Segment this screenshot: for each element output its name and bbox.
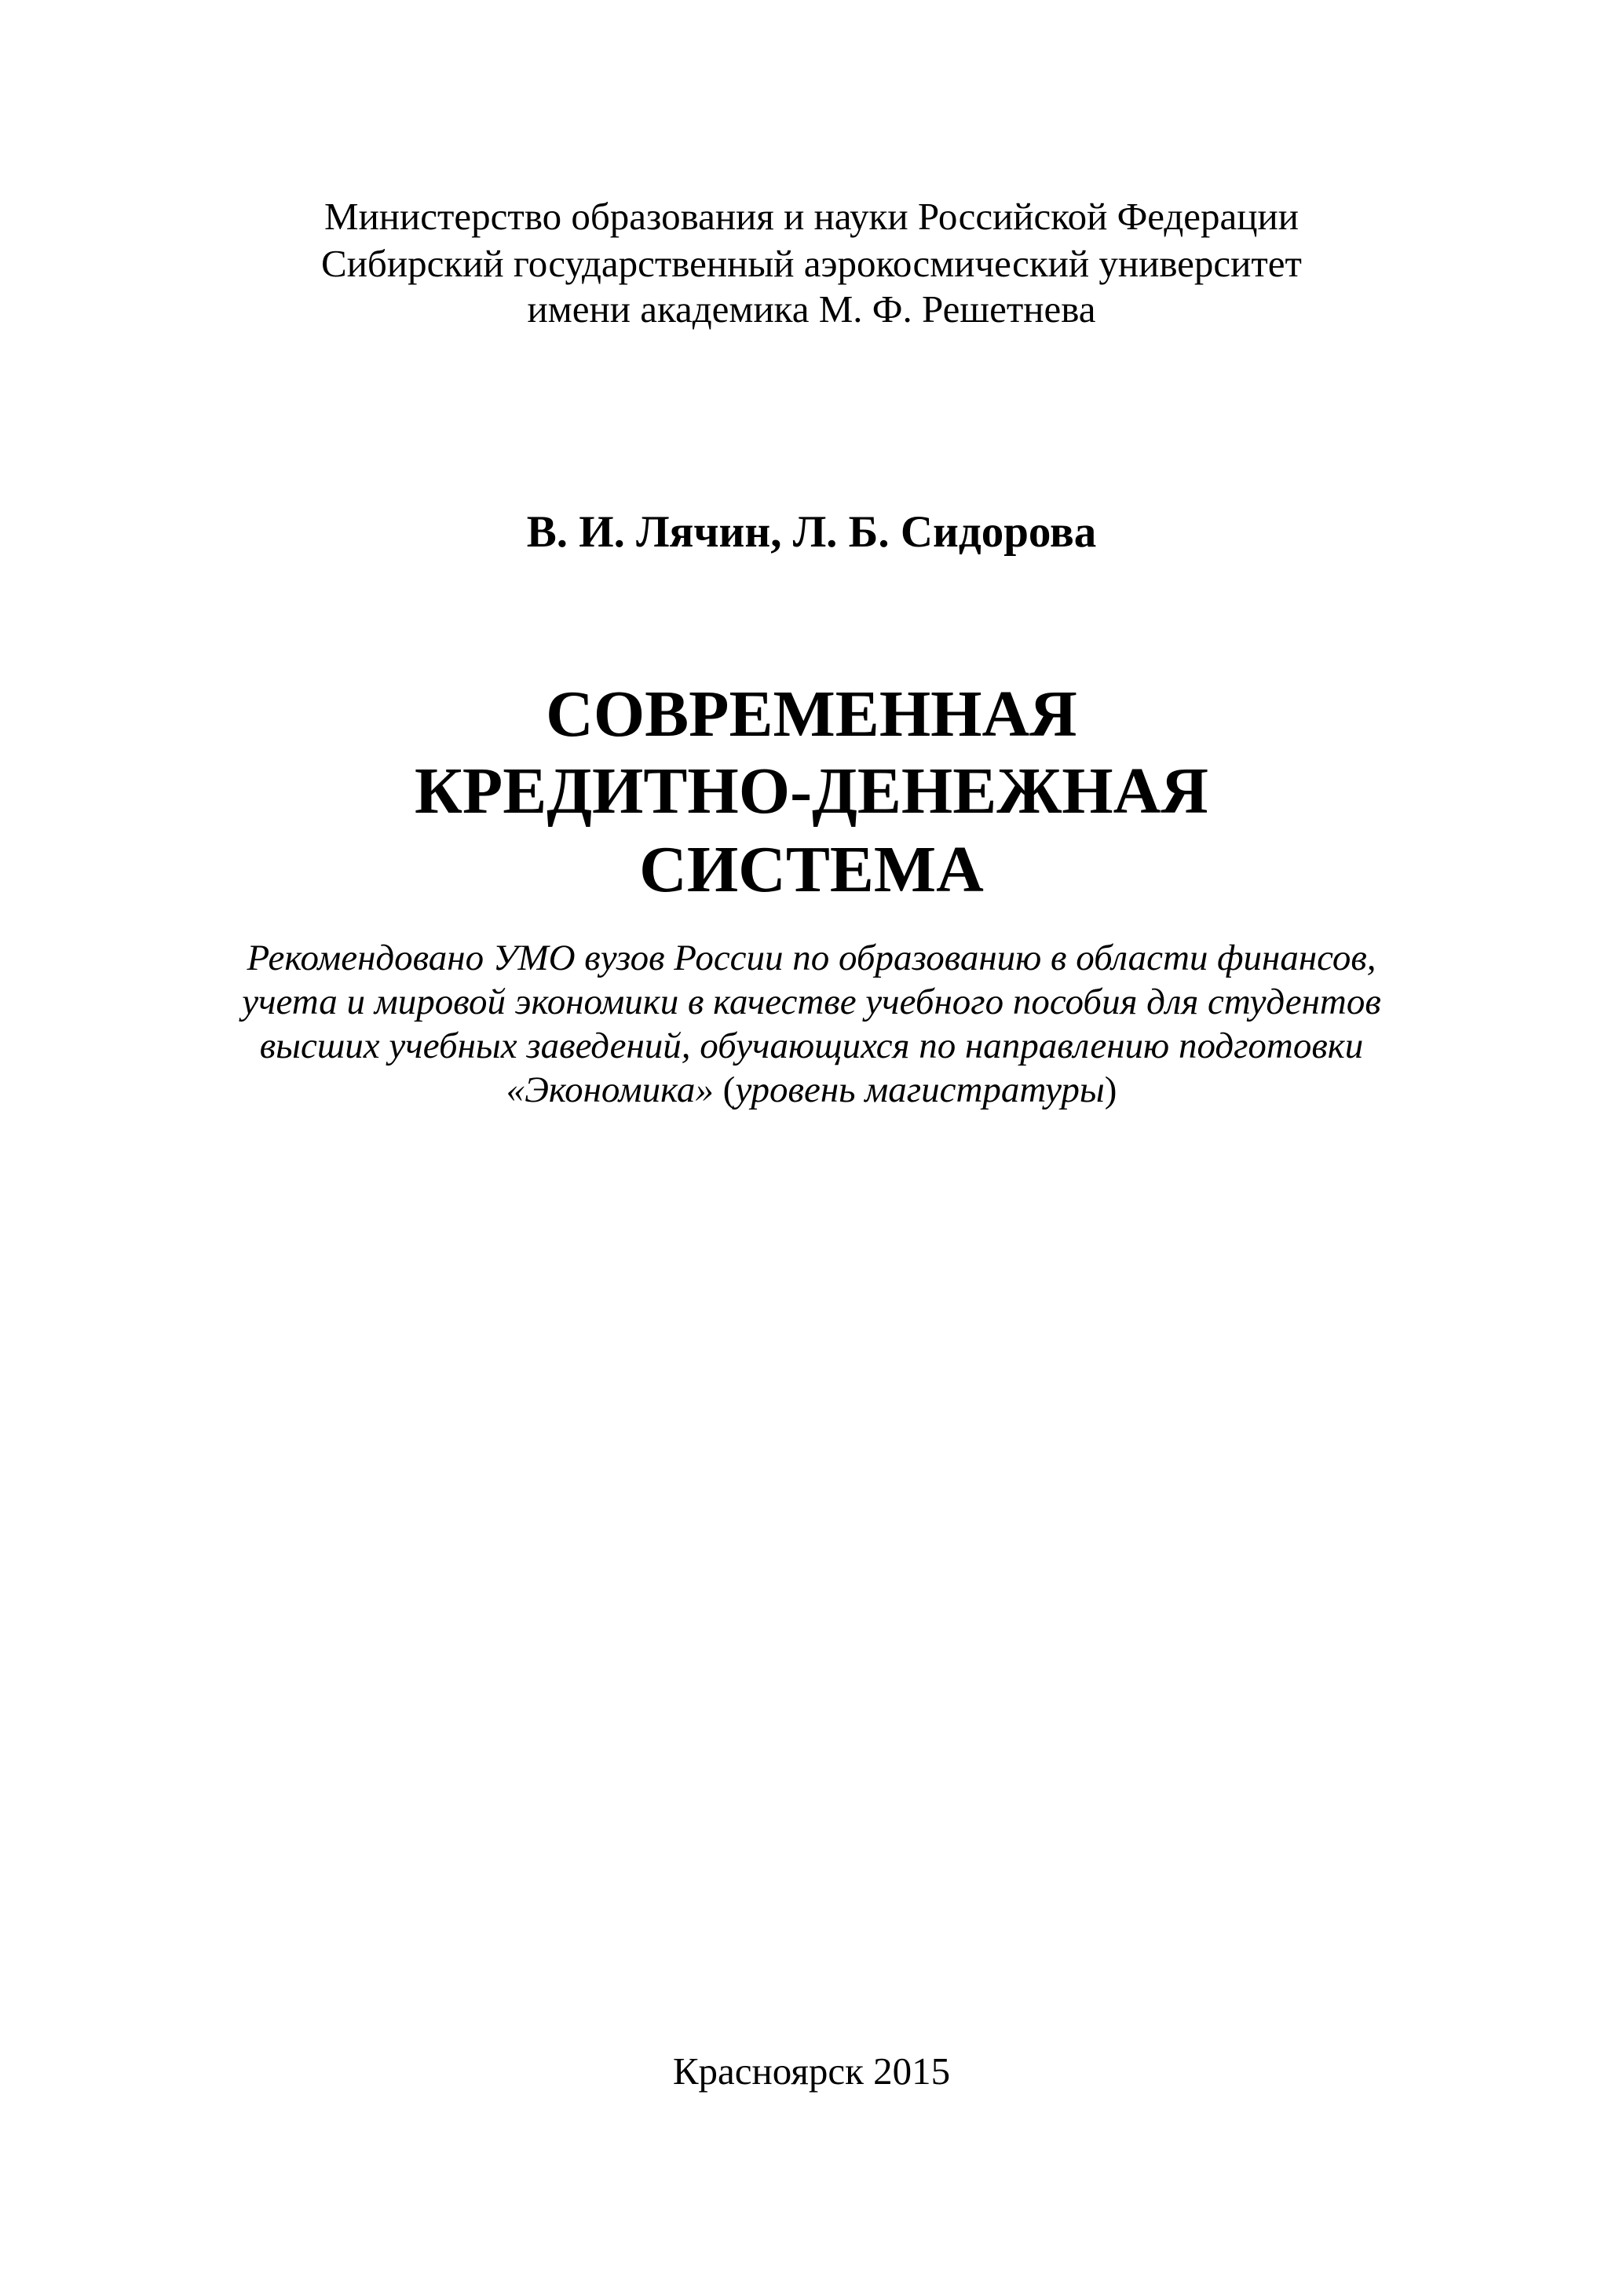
recommendation-line-1: Рекомендовано УМО вузов России по образованию в области финансов, [247,938,1376,978]
recommendation-line-2: учета и мировой экономики в качестве учебного пособия для студентов [242,982,1381,1022]
degree-level: уровень магистратуры [735,1069,1105,1110]
specialty-name: «Экономика» [506,1069,714,1110]
named-after-line: имени академика М. Ф. Решетнева [527,287,1096,331]
city-year: Красноярск 2015 [672,2049,951,2093]
recommendation-line-3: высших учебных заведений, обучающихся по направлению подготовки [259,1026,1364,1066]
recommendation-line-4 [0,1068,1623,1112]
paren-close: ) [1104,1069,1117,1110]
paren-open: ( [713,1069,736,1110]
ministry-line: Министерство образования и науки Российской Федерации [324,195,1299,238]
university-line: Сибирский государственный аэрокосмический университет [321,242,1302,285]
title-line-1: СОВРЕМЕННАЯ [546,678,1077,751]
title-line-2: КРЕДИТНО-ДЕНЕЖНАЯ [415,755,1208,828]
authors-line: В. И. Лячин, Л. Б. Сидорова [526,507,1097,557]
title-line-3: СИСТЕМА [639,833,984,906]
